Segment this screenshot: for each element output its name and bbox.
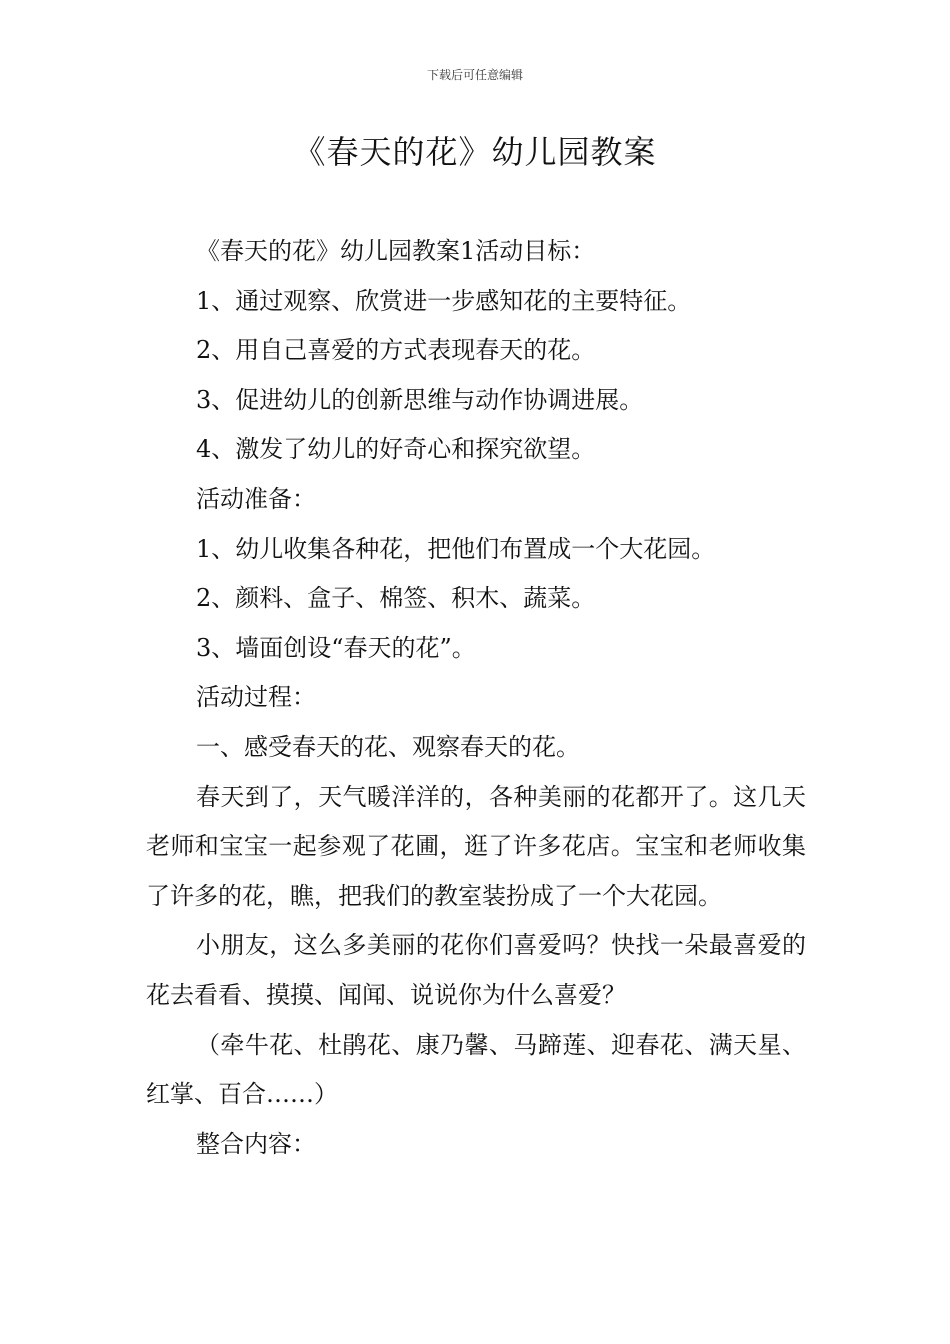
paragraph-integration-heading: 整合内容： (196, 1129, 316, 1158)
page-header: 下载后可任意编辑 (426, 68, 523, 82)
paragraph-preparation-3: 3、墙面创设“春天的花”。 (196, 633, 476, 662)
paragraph-process-step-1: 一、感受春天的花、观察春天的花。 (196, 732, 580, 761)
paragraph-preparation-2: 2、颜料、盒子、棉签、积木、蔬菜。 (196, 584, 596, 613)
paragraph-objective-1: 1、通过观察、欣赏进一步感知花的主要特征。 (196, 286, 692, 315)
document-body (146, 227, 806, 1169)
paragraph-objective-3: 3、促进幼儿的创新思维与动作协调进展。 (196, 385, 644, 414)
paragraph-spring-intro: 春天到了，天气暖洋洋的，各种美丽的花都开了。这几天老师和宝宝一起参观了花圃，逛了许多花店。宝宝和老师收集了许多的花，瞧，把我们的教室装扮成了一个大花园。 (146, 782, 806, 910)
document-title: 《春天的花》幼儿园教案 (293, 133, 657, 171)
paragraph-objective-2: 2、用自己喜爱的方式表现春天的花。 (196, 336, 596, 365)
paragraph-objectives-heading: 《春天的花》幼儿园教案1活动目标： (196, 237, 596, 265)
paragraph-flower-list: （牵牛花、杜鹃花、康乃馨、马蹄莲、迎春花、满天星、红掌、百合……） (146, 1030, 806, 1109)
paragraph-process-heading: 活动过程： (196, 683, 316, 712)
paragraph-question: 小朋友，这么多美丽的花你们喜爱吗？快找一朵最喜爱的花去看看、摸摸、闻闻、说说你为什么喜爱？ (146, 931, 806, 1009)
paragraph-preparation-1: 1、幼儿收集各种花，把他们布置成一个大花园。 (196, 534, 716, 563)
paragraph-preparation-heading: 活动准备： (196, 484, 316, 513)
paragraph-objective-4: 4、激发了幼儿的好奇心和探究欲望。 (196, 435, 596, 464)
